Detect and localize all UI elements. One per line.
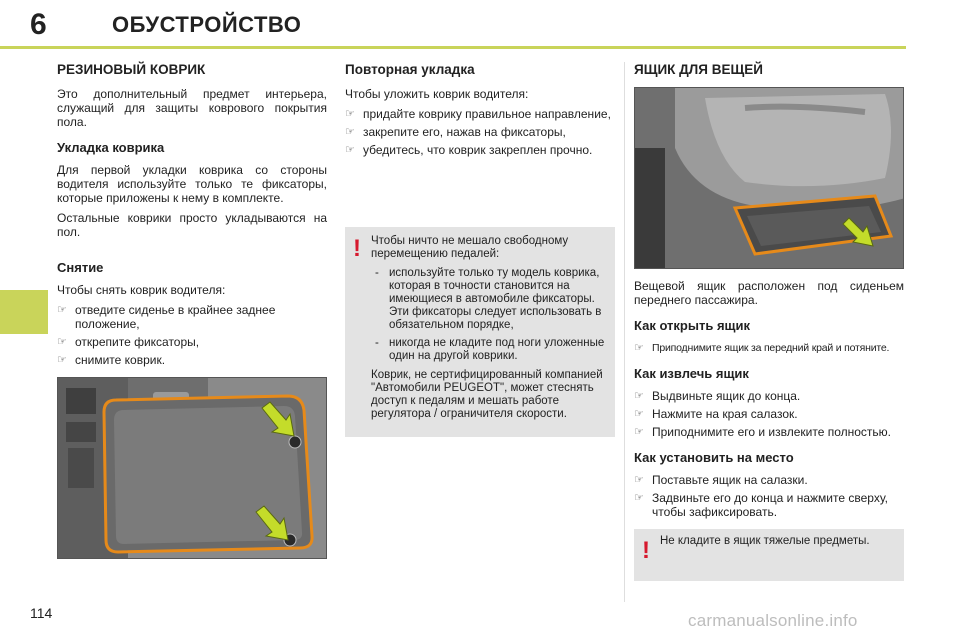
removal-intro: Чтобы снять коврик водителя:	[57, 283, 226, 297]
list-item: ☞ открепите фиксаторы,	[57, 335, 327, 349]
refit-drawer-steps	[634, 473, 904, 519]
warning-icon: !	[642, 537, 650, 564]
chapter-title: ОБУСТРОЙСТВО	[112, 12, 302, 37]
storage-drawer-title: ЯЩИК ДЛЯ ВЕЩЕЙ	[634, 62, 763, 77]
list-item: ☞ снимите коврик.	[57, 353, 327, 367]
refitting-intro: Чтобы уложить коврик водителя:	[345, 87, 529, 101]
chapter-number: 6	[30, 8, 47, 41]
storage-drawer-photo	[634, 87, 904, 269]
storage-drawer-column	[634, 63, 904, 581]
open-drawer-steps	[634, 341, 904, 355]
list-item: ☞ придайте коврику правильное направление,	[345, 107, 615, 121]
refitting-column	[345, 63, 615, 437]
column-divider	[624, 62, 625, 602]
page-number: 114	[30, 605, 53, 621]
refitting-steps	[345, 107, 615, 157]
warning-intro: Чтобы ничто не мешало свободному перемещению педалей:	[371, 235, 569, 260]
list-item: ☞ Задвиньте его до конца и нажмите сверху, чтобы зафиксировать.	[634, 491, 904, 519]
header-rule	[0, 46, 906, 49]
list-item: ☞ закрепите его, нажав на фиксаторы,	[345, 125, 615, 139]
storage-drawer-illustration	[635, 88, 904, 269]
fitting-paragraph-1: Для первой укладки коврика со стороны водителя используйте только те фиксаторы, которые приложены к нему в комплекте.	[57, 163, 327, 205]
warning-note: Коврик, не сертифицированный компанией "Автомобили PEUGEOT", может стеснять доступ к педалям и мешать работе регулятора / ограничителя скорости.	[371, 369, 603, 420]
rubber-mat-title: РЕЗИНОВЫЙ КОВРИК	[57, 62, 206, 77]
remove-drawer-steps	[634, 389, 904, 439]
list-item: - используйте только ту модель коврика, которая в точности становится на имеющиеся в автомобиле фиксаторы. Эти фиксаторы следует использовать в обязательном порядке,	[371, 267, 605, 332]
list-item: ☞ Приподнимите ящик за передний край и потяните.	[634, 341, 904, 355]
list-item: - никогда не кладите под ноги уложенные один на другой коврики.	[371, 337, 605, 363]
fitting-title: Укладка коврика	[57, 140, 165, 155]
warning-icon: !	[353, 235, 361, 262]
refitting-title: Повторная укладка	[345, 62, 475, 77]
list-item: ☞ убедитесь, что коврик закреплен прочно.	[345, 143, 615, 157]
list-item: ☞ Приподнимите его и извлеките полностью.	[634, 425, 904, 439]
removal-steps	[57, 303, 327, 367]
list-item: ☞ Выдвиньте ящик до конца.	[634, 389, 904, 403]
drawer-warning-text: Не кладите в ящик тяжелые предметы.	[660, 535, 870, 547]
remove-drawer-title: Как извлечь ящик	[634, 366, 749, 381]
drawer-warning-box	[634, 529, 904, 581]
rubber-mat-intro: Это дополнительный предмет интерьера, служащий для защиты коврового покрытия пола.	[57, 87, 327, 129]
open-drawer-title: Как открыть ящик	[634, 318, 750, 333]
list-item: ☞ отведите сиденье в крайнее заднее положение,	[57, 303, 327, 331]
warning-items	[371, 267, 605, 363]
rubber-mat-column	[57, 63, 327, 559]
fitting-paragraph-2: Остальные коврики просто укладываются на пол.	[57, 211, 327, 239]
floor-mat-photo	[57, 377, 327, 559]
watermark: carmanualsonline.info	[688, 611, 858, 630]
storage-drawer-intro: Вещевой ящик расположен под сиденьем переднего пассажира.	[634, 279, 904, 307]
list-item: ☞ Поставьте ящик на салазки.	[634, 473, 904, 487]
floor-mat-illustration	[58, 378, 327, 559]
list-item: ☞ Нажмите на края салазок.	[634, 407, 904, 421]
chapter-side-tab	[0, 290, 48, 334]
removal-title: Снятие	[57, 260, 104, 275]
pedal-warning-box	[345, 227, 615, 437]
refit-drawer-title: Как установить на место	[634, 450, 794, 465]
